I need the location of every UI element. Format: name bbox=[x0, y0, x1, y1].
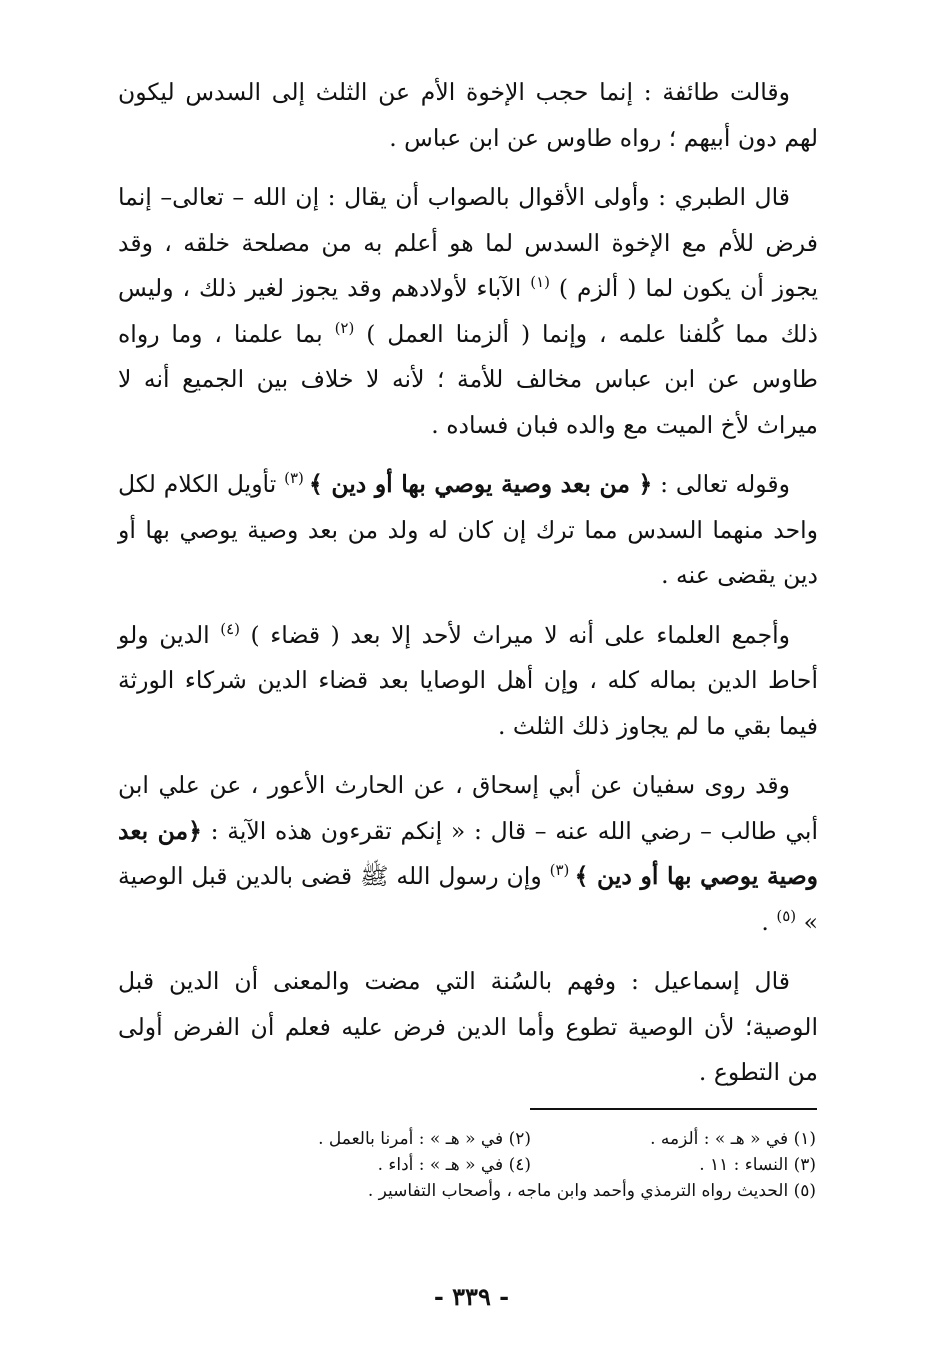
footnote-1: (١) في « هـ » : ألزمه . bbox=[650, 1129, 816, 1149]
paragraph-text: تأويل الكلام لكل واحد منهما السدس مما ترك إن كان له ولد من بعد وصية يوصي بها أو دين يقضى عنه . bbox=[118, 470, 818, 589]
footnote-2: (٢) في « هـ » : أمرنا بالعمل . bbox=[318, 1129, 531, 1149]
quran-verse: ﴿من بعد وصية يوصي بها أو دين ﴾ bbox=[118, 816, 819, 890]
paragraph-text: قال إسماعيل : وفهم بالسُنة التي مضت والمعنى أن الدين قبل الوصية؛ لأن الوصية تطوع وأما الدين فرض عليه فعلم أن الفرض أولى من التطوع . bbox=[118, 967, 818, 1086]
paragraph-text: . bbox=[761, 907, 777, 936]
paragraph bbox=[118, 462, 818, 599]
footnote-ref: (٣) bbox=[549, 861, 575, 880]
paragraph-text: وأجمع العلماء على أنه لا ميراث لأحد إلا بعد ( قضاء ) bbox=[239, 620, 790, 649]
page-number: - ٣٣٩ - bbox=[433, 1282, 510, 1311]
footnotes bbox=[160, 1126, 816, 1204]
footnote-3: (٣) النساء : ١١ . bbox=[699, 1155, 816, 1175]
footnote-ref: (٣) bbox=[284, 469, 310, 488]
footnote-4: (٤) في « هـ » : أداء . bbox=[377, 1155, 531, 1175]
paragraph bbox=[118, 959, 818, 1096]
footnote-ref: (٤) bbox=[220, 619, 240, 638]
footnote-ref: (٢) bbox=[334, 318, 355, 337]
footnote-ref: (١) bbox=[530, 273, 550, 292]
footnote-row bbox=[160, 1152, 816, 1178]
paragraph-text: وإن رسول الله ﷺ قضى بالدين قبل الوصية » bbox=[118, 862, 818, 936]
quran-verse: ﴿ من بعد وصية يوصي بها أو دين ﴾ bbox=[309, 470, 653, 498]
paragraph-text: الدين ولو أحاط الدين بماله كله ، وإن أهل الوصايا بعد قضاء الدين شركاء الورثة فيما بقي ما لم يجاوز ذلك الثلث . bbox=[118, 620, 818, 740]
page-body bbox=[118, 70, 818, 1110]
paragraph-text: الآباء لأولادهم وقد يجوز لغير ذلك ، وليس ذلك مما كُلفنا علمه ، وإنما ( ألزمنا العمل ) bbox=[118, 274, 819, 348]
paragraph bbox=[118, 763, 818, 945]
footnote-ref: (٥) bbox=[776, 906, 797, 925]
paragraph bbox=[118, 70, 818, 161]
paragraph-text: وقد روى سفيان عن أبي إسحاق ، عن الحارث الأعور ، عن علي ابن أبي طالب – رضي الله عنه – قال : « إنكم تقرءون هذه الآية : bbox=[118, 771, 818, 845]
paragraph-text: بما علمنا ، وما رواه طاوس عن ابن عباس مخالف للأمة ؛ لأنه لا خلاف بين الجميع أنه لا ميراث لأخ الميت مع والده فبان فساده . bbox=[118, 319, 818, 439]
footnote-5: (٥) الحديث رواه الترمذي وأحمد وابن ماجه ، وأصحاب التفاسير . bbox=[367, 1181, 816, 1201]
footnote-row bbox=[160, 1178, 816, 1204]
paragraph-text: قال الطبري : وأولى الأقوال بالصواب أن يقال : إن الله – تعالى– إنما فرض للأم مع الإخوة السدس لما هو أعلم به من مصلحة خلقه ، وقد يجوز أن يكون لما ( ألزم ) bbox=[118, 183, 818, 302]
paragraph bbox=[118, 613, 818, 750]
footnote-row bbox=[160, 1126, 816, 1152]
footnote-divider bbox=[530, 1108, 817, 1110]
paragraph bbox=[118, 175, 818, 448]
paragraph-text: وقوله تعالى : bbox=[652, 470, 790, 498]
paragraph-text: وقالت طائفة : إنما حجب الإخوة الأم عن الثلث إلى السدس ليكون لهم دون أبيهم ؛ رواه طاوس عن ابن عباس . bbox=[118, 78, 818, 152]
